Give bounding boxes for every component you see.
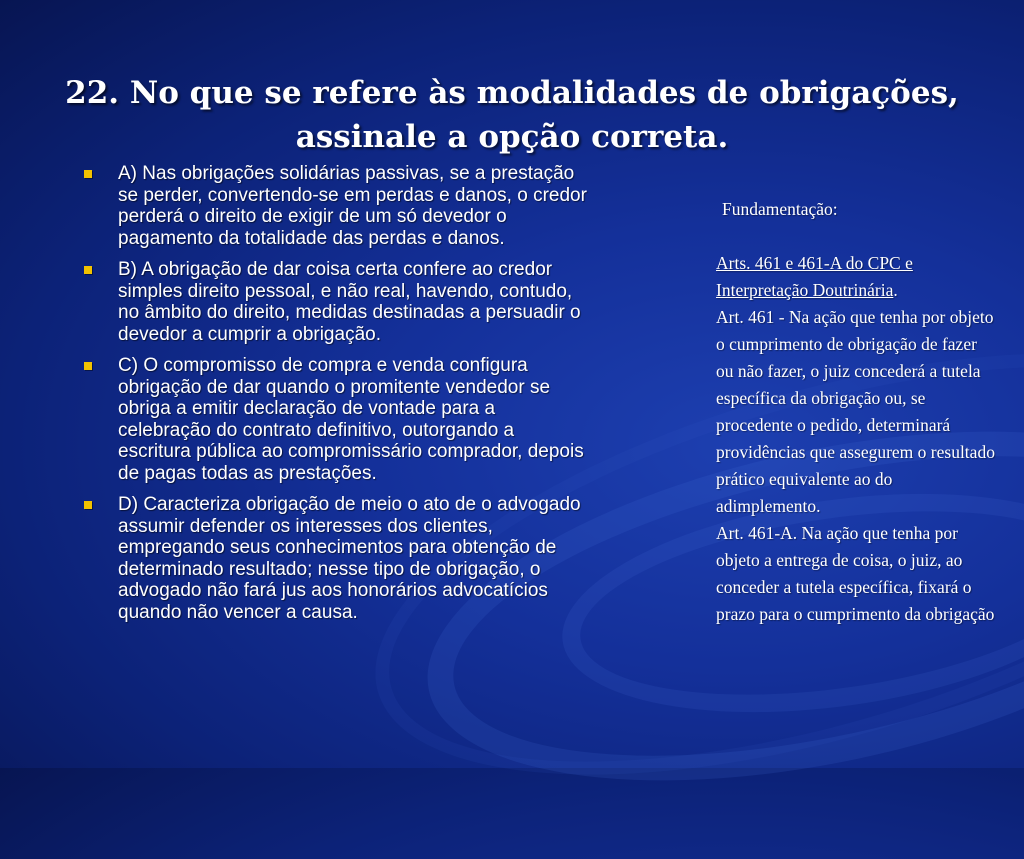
reference-heading: Fundamentação: [722, 199, 838, 219]
option-a [84, 163, 590, 249]
reference-source [716, 250, 996, 304]
answer-options-list [84, 163, 590, 633]
option-b [84, 259, 590, 345]
option-c [84, 355, 590, 484]
bullet-square-icon [84, 266, 92, 274]
reference-link[interactable]: Arts. 461 e 461-A do CPC e Interpretação Doutrinária [716, 253, 913, 300]
slide-title: 22. No que se refere às modalidades de obrigações, assinale a opção correta. [65, 74, 959, 155]
bullet-square-icon [84, 501, 92, 509]
reference-link-suffix: . [893, 280, 898, 300]
option-c-text: C) O compromisso de compra e venda configura obrigação de dar quando o promitente vendedor se obriga a emitir declaração de vontade para a celebração do contrato definitivo, outorgando a escritura pública ao compromissário comprador, depois de pagas todas as prestações. [118, 355, 584, 484]
article-461a-text: Art. 461-A. Na ação que tenha por objeto a entrega de coisa, o juiz, ao conceder a tutela específica, fixará o prazo para o cumprimento da obrigação [716, 523, 995, 624]
option-a-text: A) Nas obrigações solidárias passivas, se a prestação se perder, convertendo-se em perdas e danos, o credor perderá o direito de exigir de um só devedor o pagamento da totalidade das perdas e danos. [118, 163, 587, 249]
option-d [84, 494, 590, 623]
option-d-text: D) Caracteriza obrigação de meio o ato de o advogado assumir defender os interesses dos clientes, empregando seus conhecimentos para obtenção de determinado resultado; nesse tipo de obrigação, o advogado não fará jus aos honorários advocatícios quando não vencer a causa. [118, 494, 581, 623]
article-461-text: Art. 461 - Na ação que tenha por objeto o cumprimento de obrigação de fazer ou não fazer, o juiz concederá a tutela específica da obrigação ou, se procedente o pedido, determinará providências que assegurem o resultado prático equivalente ao do adimplemento. [716, 307, 995, 516]
bullet-square-icon [84, 362, 92, 370]
option-b-text: B) A obrigação de dar coisa certa confere ao credor simples direito pessoal, e não real, havendo, contudo, no âmbito do direito, medidas destinadas a persuadir o devedor a cumprir a obrigação. [118, 259, 581, 345]
reference-panel [716, 196, 996, 628]
bullet-square-icon [84, 170, 92, 178]
